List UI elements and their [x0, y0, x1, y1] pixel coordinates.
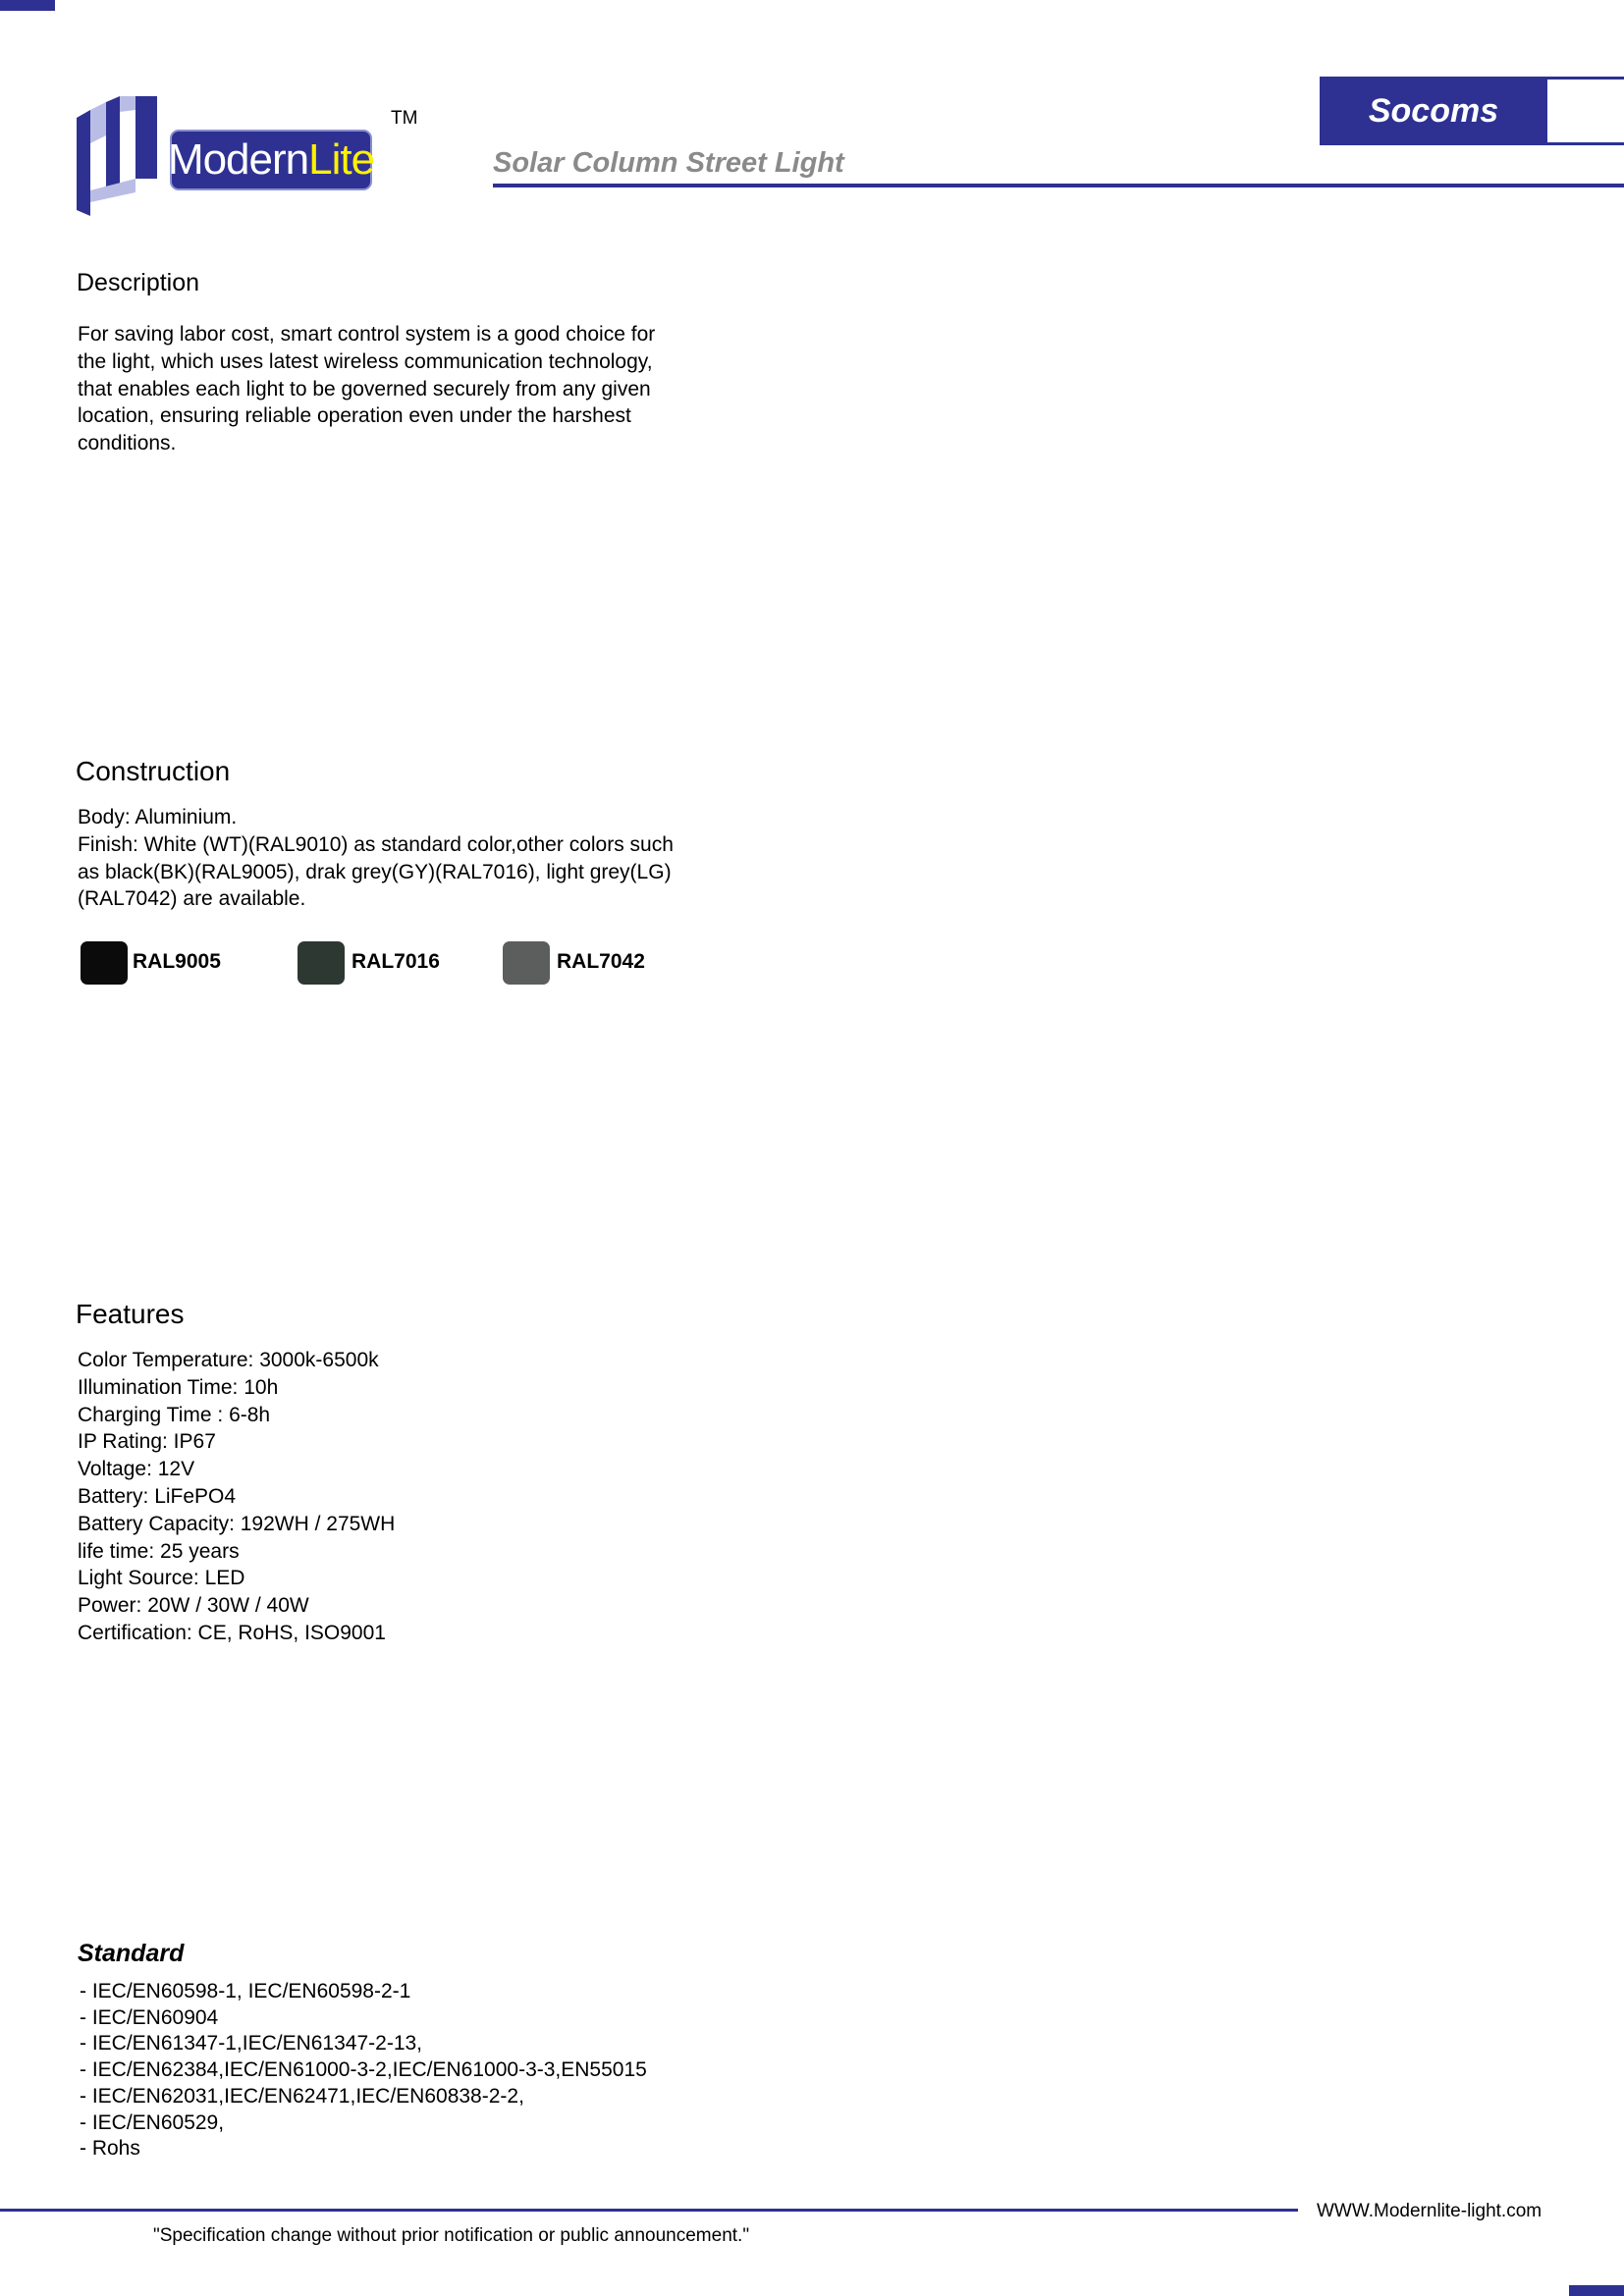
standard-item: - IEC/EN60904	[80, 2005, 219, 2029]
construction-line: Finish: White (WT)(RAL9010) as standard color,other colors such	[78, 832, 674, 856]
swatch-label-ral7016: RAL7016	[352, 950, 440, 973]
product-title: Solar Column Street Light	[493, 147, 844, 179]
corner-accent-top	[0, 0, 55, 11]
corner-accent-bottom	[1569, 2285, 1624, 2296]
standard-item: - IEC/EN62031,IEC/EN62471,IEC/EN60838-2-2,	[80, 2084, 524, 2108]
feature-item: life time: 25 years	[78, 1539, 240, 1563]
series-tag-rule-top	[1547, 77, 1624, 80]
feature-item: Light Source: LED	[78, 1567, 245, 1590]
feature-item: Color Temperature: 3000k-6500k	[78, 1349, 379, 1371]
construction-line: (RAL7042) are available.	[78, 887, 306, 911]
feature-item: IP Rating: IP67	[78, 1430, 216, 1454]
construction-line: Body: Aluminium.	[78, 806, 238, 828]
color-swatch-ral7016	[298, 941, 345, 985]
feature-item: Power: 20W / 30W / 40W	[78, 1594, 309, 1618]
footer-rule	[0, 2209, 1298, 2212]
description-line: For saving labor cost, smart control system is a good choice for	[78, 323, 656, 346]
logo-mark-icon	[77, 96, 157, 216]
footer-website-link[interactable]: WWW.Modernlite-light.com	[1317, 2201, 1543, 2221]
standard-item: - IEC/EN60529,	[80, 2110, 225, 2134]
feature-item: Voltage: 12V	[78, 1458, 195, 1481]
swatch-label-ral9005: RAL9005	[133, 950, 221, 973]
series-tag-rule-bottom	[1547, 142, 1624, 145]
description-heading: Description	[77, 269, 200, 296]
features-list	[78, 1347, 395, 1647]
feature-item: Battery: LiFePO4	[78, 1484, 237, 1508]
description-line: that enables each light to be governed securely from any given	[78, 377, 651, 400]
feature-item: Certification: CE, RoHS, ISO9001	[78, 1621, 386, 1644]
description-body	[78, 321, 726, 457]
series-tag: Socoms	[1320, 77, 1547, 145]
construction-heading: Construction	[76, 756, 231, 786]
brand-logo	[77, 96, 420, 216]
feature-item: Battery Capacity: 192WH / 275WH	[78, 1512, 396, 1535]
description-line: conditions.	[78, 432, 177, 455]
standard-item: - IEC/EN62384,IEC/EN61000-3-2,IEC/EN61000-3-3,EN55015	[80, 2058, 647, 2082]
standard-item: - Rohs	[80, 2137, 140, 2161]
logo-wordmark	[167, 130, 375, 190]
color-swatch-ral9005	[81, 941, 128, 985]
description-line: location, ensuring reliable operation even under the harshest	[78, 404, 631, 428]
feature-item: Charging Time : 6-8h	[78, 1403, 271, 1426]
logo-word-modern: Modern	[167, 135, 309, 184]
logo-word-lite: Lite	[308, 135, 375, 184]
footer-disclaimer: "Specification change without prior notification or public announcement."	[153, 2225, 750, 2246]
standard-list	[80, 1979, 647, 2163]
description-line: the light, which uses latest wireless communication technology,	[78, 349, 653, 373]
title-rule	[493, 184, 1624, 187]
construction-body	[78, 804, 745, 913]
construction-line: as black(BK)(RAL9005), drak grey(GY)(RAL7016), light grey(LG)	[78, 860, 672, 883]
color-swatch-ral7042	[503, 941, 550, 985]
trademark-symbol: TM	[391, 108, 418, 129]
standard-heading: Standard	[78, 1940, 185, 1967]
standard-item: - IEC/EN60598-1, IEC/EN60598-2-1	[80, 1980, 411, 2002]
swatch-label-ral7042: RAL7042	[557, 950, 645, 973]
feature-item: Illumination Time: 10h	[78, 1375, 279, 1399]
features-heading: Features	[76, 1299, 185, 1329]
standard-item: - IEC/EN61347-1,IEC/EN61347-2-13,	[80, 2032, 423, 2056]
